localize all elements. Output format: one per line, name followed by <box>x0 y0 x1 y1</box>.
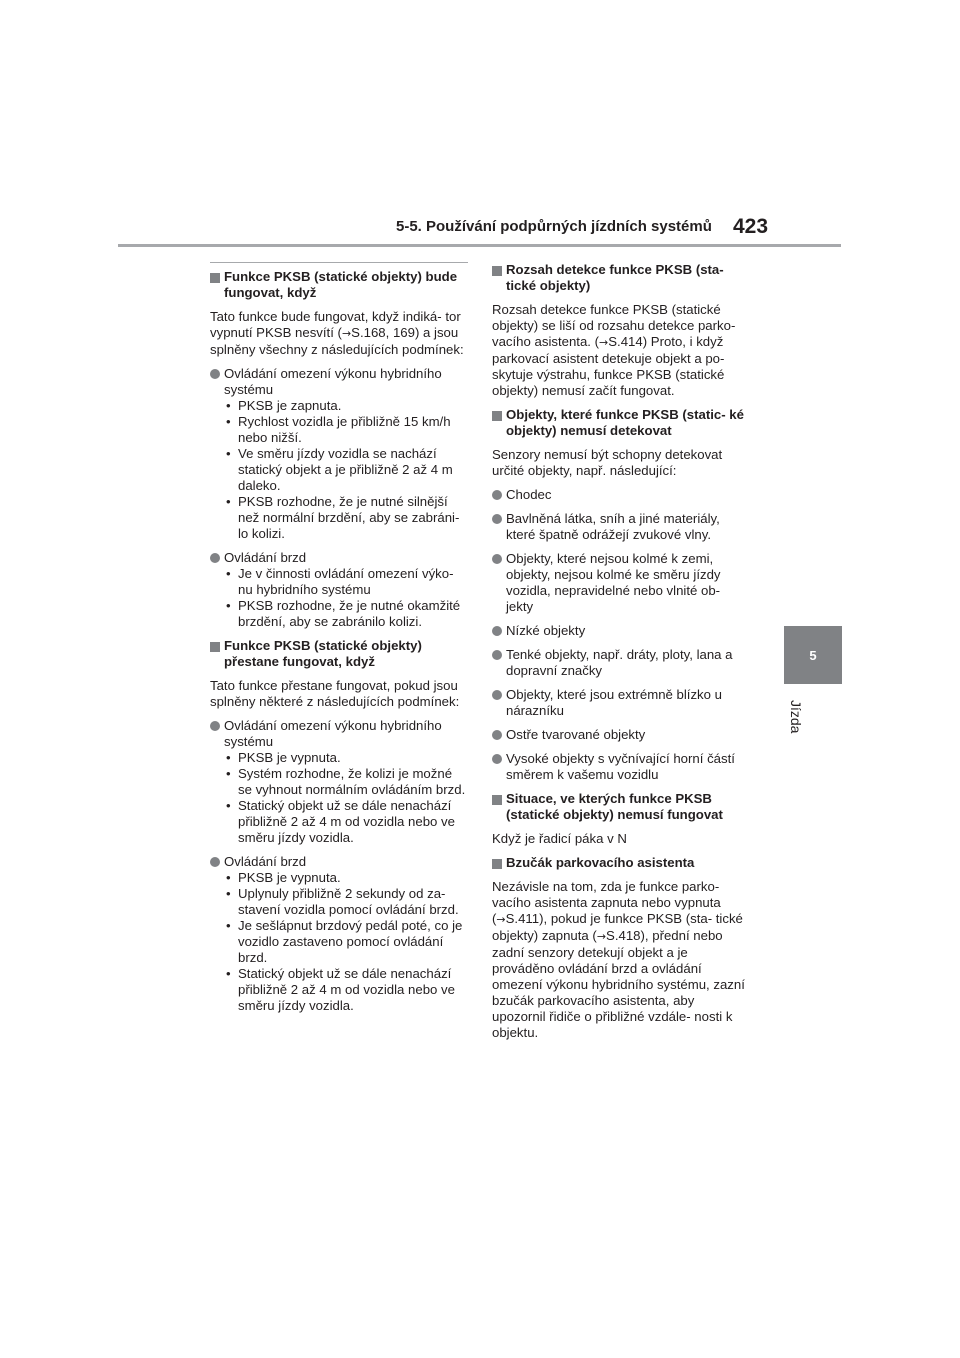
bullet-circle-icon <box>492 490 502 500</box>
list-item: Ovládání brzd • Je v činnosti ovládání omezení výko- nu hybridního systému • PKSB rozhodne, že je nutné okamžité brzdění, aby se zabránilo kolizi. <box>210 550 468 630</box>
list-item: Bavlněná látka, sníh a jiné materiály, které špatně odrážejí zvukové vlny. <box>492 511 750 543</box>
list-item: Vysoké objekty s vyčnívající horní částí směrem k vašemu vozidlu <box>492 751 750 783</box>
sub-item: • Uplynuly přibližně 2 sekundy od za- stavení vozidla pomocí ovládání brzd. <box>226 886 459 917</box>
sub-item: • PKSB je vypnuta. <box>226 870 341 885</box>
sub-item: • PKSB je vypnuta. <box>226 750 341 765</box>
page-number: 423 <box>733 215 769 238</box>
right-column <box>492 262 750 1049</box>
arrow-icon: → <box>496 913 506 926</box>
bullet-circle-icon <box>210 553 220 563</box>
bullet-circle-icon <box>210 857 220 867</box>
chapter-label: Jízda <box>788 700 804 734</box>
sub-item: • PKSB je zapnuta. <box>226 398 342 413</box>
sub-item: • Rychlost vozidla je přibližně 15 km/h nebo nižší. <box>226 414 451 445</box>
bullet-circle-icon <box>492 626 502 636</box>
paragraph: Nezávisle na tom, zda je funkce parko- vacího asistenta zapnuta nebo vypnuta (→S.411), pokud je funkce PKSB (sta- tické objekty) zapnuta (→S.418), přední nebo zadní senzory detekují objekt a je prováděno ovládání brzd a ovládání omezení výkonu hybridního systému, zazní bzučák parkovacího asistenta, aby upozornil řidiče o přibližné vzdále- nosti k objektu. <box>492 879 745 1040</box>
section-heading: Funkce PKSB (statické objekty) bude fungovat, když <box>210 269 468 301</box>
list-item: Chodec <box>492 487 750 503</box>
arrow-icon: → <box>341 327 352 340</box>
list-item: Objekty, které nejsou kolmé k zemi, objekty, nejsou kolmé ke směru jízdy vozidla, nepravidelné nebo vlnité ob- jekty <box>492 551 750 615</box>
bullet-circle-icon <box>210 369 220 379</box>
bullet-circle-icon <box>492 650 502 660</box>
section-heading: Rozsah detekce funkce PKSB (sta- tické objekty) <box>492 262 750 294</box>
section-heading: Funkce PKSB (statické objekty) přestane fungovat, když <box>210 638 468 670</box>
arrow-icon: → <box>599 336 609 349</box>
list-item: Objekty, které jsou extrémně blízko u nárazníku <box>492 687 750 719</box>
paragraph: Rozsah detekce funkce PKSB (statické objekty) se liší od rozsahu detekce parko- vacího asistenta. (→S.414) Proto, i když parkovací asistent detekuje objekt a po- skytuje výstrahu, funkce PKSB (statické objekty) nemusí začít fungovat. <box>492 302 736 398</box>
sub-item: • Statický objekt už se dále nenachází přibližně 2 až 4 m od vozidla nebo ve směru jízdy vozidla. <box>226 798 455 845</box>
bullet-circle-icon <box>210 721 220 731</box>
list-item: Tenké objekty, např. dráty, ploty, lana a dopravní značky <box>492 647 750 679</box>
paragraph: Senzory nemusí být schopny detekovat určité objekty, např. následující: <box>492 447 723 478</box>
section-heading: Bzučák parkovacího asistenta <box>492 855 750 871</box>
header-title: 5-5. Používání podpůrných jízdních systémů <box>396 218 712 235</box>
bullet-circle-icon <box>492 514 502 524</box>
paragraph: Když je řadicí páka v N <box>492 831 627 846</box>
list-item: Ovládání omezení výkonu hybridního systému • PKSB je vypnuta. • Systém rozhodne, že kolizi je možné se vyhnout normálním ovládáním brzd. • Statický objekt už se dále nenachází přibližně 2 až 4 m od vozidla nebo ve směru jízdy vozidla. <box>210 718 468 846</box>
sub-item: • Ve směru jízdy vozidla se nachází statický objekt a je přibližně 2 až 4 m daleko. <box>226 446 453 493</box>
sub-item: • Je sešlápnut brzdový pedál poté, co je vozidlo zastaveno pomocí ovládání brzd. <box>226 918 463 965</box>
sub-item: • Je v činnosti ovládání omezení výko- nu hybridního systému <box>226 566 454 597</box>
section-heading: Objekty, které funkce PKSB (static- ké objekty) nemusí detekovat <box>492 407 750 439</box>
paragraph: Tato funkce bude fungovat, když indiká- tor vypnutí PKSB nesvítí (→S.168, 169) a jsou splněny všechny z následujících podmínek: <box>210 309 464 357</box>
arrow-icon: → <box>596 930 607 943</box>
list-item: Ovládání brzd • PKSB je vypnuta. • Uplynuly přibližně 2 sekundy od za- stavení vozidla pomocí ovládání brzd. • Je sešlápnut brzdový pedál poté, co je vozidlo zastaveno pomocí ovládání brzd. • Statický objekt už se dále nenachází přibližně 2 až 4 m od vozidla nebo ve směru jízdy vozidla. <box>210 854 468 1014</box>
list-item: Ostře tvarované objekty <box>492 727 750 743</box>
bullet-circle-icon <box>492 690 502 700</box>
sub-item: • Statický objekt už se dále nenachází přibližně 2 až 4 m od vozidla nebo ve směru jízdy vozidla. <box>226 966 455 1013</box>
header-rule <box>118 244 841 247</box>
paragraph: Tato funkce přestane fungovat, pokud jsou splněny některé z následujících podmínek: <box>210 678 460 709</box>
sub-item: • PKSB rozhodne, že je nutné okamžité brzdění, aby se zabránilo kolizi. <box>226 598 461 629</box>
section-heading: Situace, ve kterých funkce PKSB (statické objekty) nemusí fungovat <box>492 791 750 823</box>
bullet-circle-icon <box>492 754 502 764</box>
section-rule <box>210 262 468 263</box>
bullet-circle-icon <box>492 730 502 740</box>
chapter-tab: 5 <box>784 626 842 684</box>
left-column <box>210 262 468 1022</box>
sub-item: • PKSB rozhodne, že je nutné silnější než normální brzdění, aby se zabráni- lo kolizi. <box>226 494 460 541</box>
list-item: Ovládání omezení výkonu hybridního systému • PKSB je zapnuta. • Rychlost vozidla je přibližně 15 km/h nebo nižší. • Ve směru jízdy vozidla se nachází statický objekt a je přibližně 2 až 4 m daleko. • PKSB rozhodne, že je nutné silnější než normální brzdění, aby se zabráni- lo kolizi. <box>210 366 468 542</box>
bullet-circle-icon <box>492 554 502 564</box>
sub-item: • Systém rozhodne, že kolizi je možné se vyhnout normálním ovládáním brzd. <box>226 766 466 797</box>
list-item: Nízké objekty <box>492 623 750 639</box>
